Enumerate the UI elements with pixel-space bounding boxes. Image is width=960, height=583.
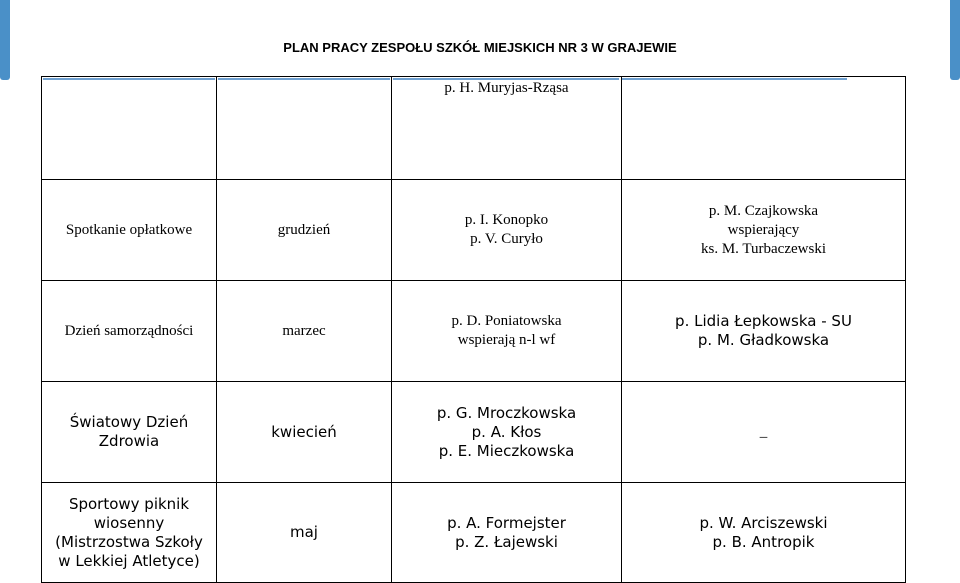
- month-cell: grudzień: [217, 180, 392, 281]
- support-name: p. Lidia Łepkowska - SU: [675, 312, 852, 330]
- support-cell: [622, 281, 906, 382]
- organizer-name: p. H. Muryjas-Rząsa: [444, 80, 569, 96]
- event-name: (Mistrzostwa Szkoły: [55, 532, 203, 551]
- event-name: w Lekkiej Atletyce): [58, 551, 200, 570]
- table-row: [42, 180, 906, 281]
- organizers-cell: [392, 382, 622, 483]
- event-cell: [42, 281, 217, 382]
- month-cell: kwiecień: [217, 382, 392, 483]
- support-name: p. W. Arciszewski: [699, 513, 828, 532]
- organizer-name: p. A. Kłos: [471, 422, 542, 441]
- event-cell: [42, 77, 217, 180]
- month-cell: [217, 77, 392, 180]
- support-name: p. M. Czajkowska: [708, 202, 819, 219]
- support-cell: [622, 483, 906, 583]
- organizer-name: p. Z. Łajewski: [455, 532, 558, 551]
- event-name: Sportowy piknik: [68, 494, 190, 513]
- month-cell: marzec: [217, 281, 392, 382]
- organizers-cell: [392, 77, 622, 180]
- table-row: [42, 281, 906, 382]
- event-cell: [42, 180, 217, 281]
- event-name: Spotkanie opłatkowe: [65, 221, 193, 238]
- table-row: [42, 382, 906, 483]
- event-name: Światowy Dzień: [69, 413, 189, 431]
- table-row: [42, 77, 906, 180]
- table-row: [42, 483, 906, 583]
- support-name: _: [759, 423, 768, 440]
- organizer-name: p. I. Konopko: [464, 212, 549, 228]
- organizers-cell: [392, 483, 622, 583]
- support-cell: [622, 180, 906, 281]
- organizer-name: p. G. Mroczkowska: [436, 403, 577, 422]
- support-name: wspierający: [727, 221, 800, 238]
- support-cell: [622, 382, 906, 483]
- support-name: p. B. Antropik: [712, 532, 815, 551]
- organizer-name: p. D. Poniatowska: [451, 313, 562, 329]
- event-name: Dzień samorządności: [64, 322, 194, 339]
- support-name: p. M. Gładkowska: [697, 331, 830, 349]
- organizer-name: p. E. Mieczkowska: [438, 441, 575, 460]
- organizer-name: wspierają n-l wf: [457, 332, 556, 348]
- month-cell: maj: [217, 483, 392, 583]
- organizer-name: p. V. Curyło: [470, 231, 543, 247]
- support-cell: [622, 77, 906, 180]
- event-cell: [42, 483, 217, 583]
- organizer-name: p. A. Formejster: [447, 513, 566, 532]
- event-cell: [42, 382, 217, 483]
- plan-table: [41, 76, 906, 583]
- support-name: ks. M. Turbaczewski: [700, 240, 826, 257]
- event-name: Zdrowia: [98, 432, 160, 450]
- event-name: wiosenny: [93, 513, 165, 532]
- page-header: PLAN PRACY ZESPOŁU SZKÓŁ MIEJSKICH NR 3 W GRAJEWIE: [283, 40, 677, 55]
- organizers-cell: [392, 180, 622, 281]
- organizers-cell: [392, 281, 622, 382]
